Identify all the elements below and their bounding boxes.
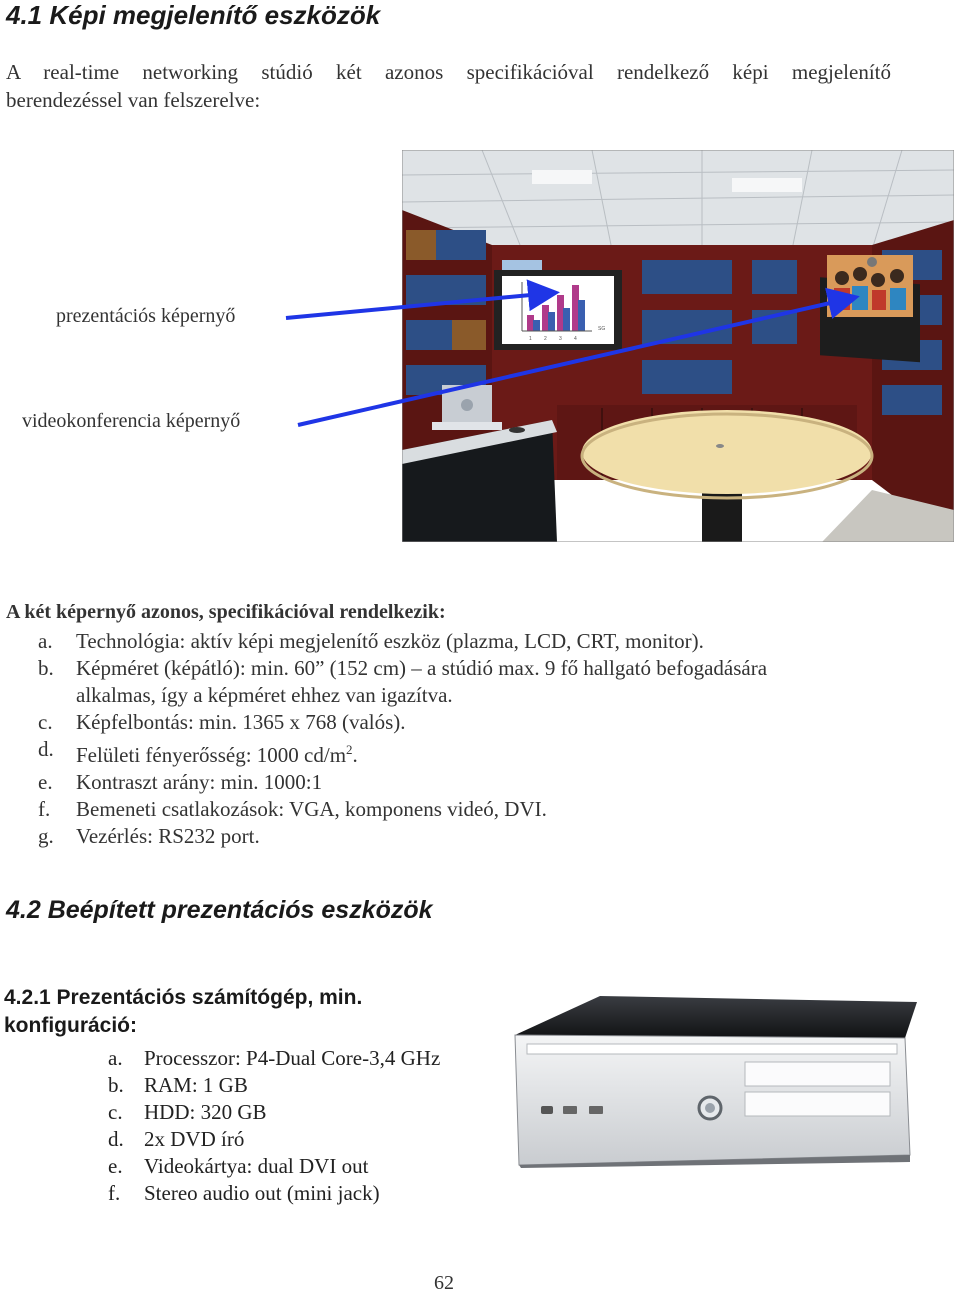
spec-item-a: a. Technológia: aktív képi megjelenítő eszköz (plazma, LCD, CRT, monitor). <box>38 629 704 653</box>
photo-chart-tick-4: 4 <box>574 336 577 342</box>
photo-chart-tick-3: 3 <box>559 336 562 342</box>
page-number: 62 <box>434 1272 454 1294</box>
pc-config-item: c. HDD: 320 GB <box>108 1100 267 1124</box>
spec-item-b: b. Képméret (képátló): min. 60” (152 cm) – a stúdió max. 9 fő hallgató befogadására <box>38 656 768 680</box>
desktop-computer-photo <box>505 990 917 1168</box>
spec-item-b-cont: alkalmas, így a képméret ehhez van igazítva. <box>76 683 453 707</box>
spec-item-c: c. Képfelbontás: min. 1365 x 768 (valós). <box>38 710 406 734</box>
pc-config-item: e. Videokártya: dual DVI out <box>108 1154 369 1178</box>
spec-item-d: d. Felületi fényerősség: 1000 $cd/m^2$. <box>38 737 358 767</box>
intro-line-1: A real-time networking stúdió két azonos specifikációval rendelkező képi megjelenítő <box>6 60 891 84</box>
videoconference-screen-label: videokonferencia képernyő <box>22 410 241 432</box>
presentation-screen-label: prezentációs képernyő <box>56 305 236 327</box>
pc-config-item: d. 2x DVD író <box>108 1127 245 1151</box>
intro-line-2: berendezéssel van felszerelve: <box>6 88 261 112</box>
spec-title: A két képernyő azonos, specifikációval rendelkezik: <box>6 601 446 623</box>
pc-config-item: b. RAM: 1 GB <box>108 1073 248 1097</box>
photo-chart-tick-2: 2 <box>544 336 547 342</box>
subsection-heading: 4.2.1 Prezentációs számítógép, min. konfiguráció: <box>4 986 363 1037</box>
photo-chart-tick-1: 1 <box>529 336 532 342</box>
section-heading: 4.1 Képi megjelenítő eszközök <box>6 0 381 30</box>
pc-config-list <box>108 1045 440 1207</box>
annotation-arrows <box>0 0 960 450</box>
presentation-arrow <box>286 293 552 318</box>
photo-chart-legend: SG <box>598 326 606 332</box>
videoconference-arrow <box>298 298 852 425</box>
spec-item-f: f. Bemeneti csatlakozások: VGA, komponens videó, DVI. <box>38 797 547 821</box>
spec-item-e: e. Kontraszt arány: min. 1000:1 <box>38 770 323 794</box>
pc-config-item: a. Processzor: P4-Dual Core-3,4 GHz <box>108 1046 441 1070</box>
pc-config-item: f. Stereo audio out (mini jack) <box>108 1181 380 1205</box>
spec-list <box>6 628 906 850</box>
spec-item-g: g. Vezérlés: RS232 port. <box>38 824 260 848</box>
section-2-heading: 4.2 Beépített prezentációs eszközök <box>6 896 433 924</box>
